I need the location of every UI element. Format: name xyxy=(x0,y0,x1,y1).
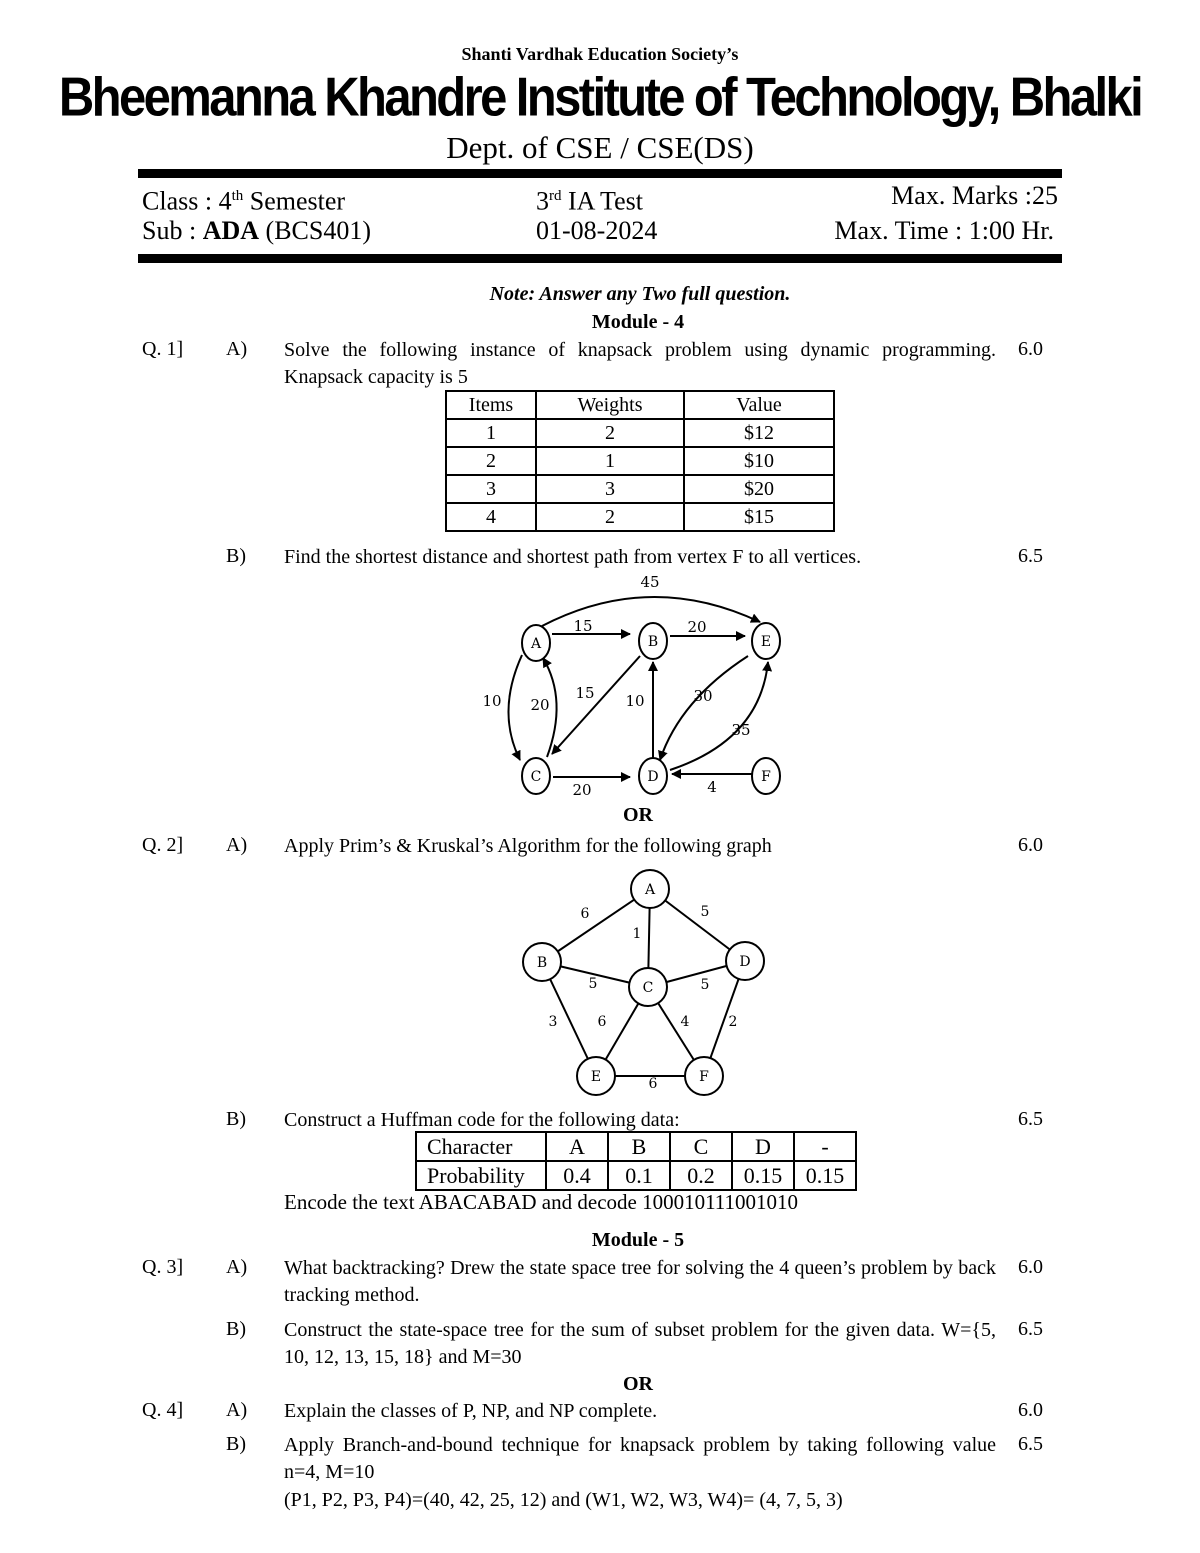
table-row xyxy=(416,1132,856,1161)
max-time: Max. Time : 1:00 Hr. xyxy=(834,216,1054,245)
q2b-text: Construct a Huffman code for the following data: xyxy=(284,1109,680,1131)
table-row xyxy=(446,447,834,475)
test-name: 3rd IA Test xyxy=(536,186,643,216)
header-rule-bottom xyxy=(138,254,1062,263)
module-5-heading: Module - 5 xyxy=(591,1229,685,1251)
table-cell: 1 xyxy=(446,419,536,447)
table-cell: 4 xyxy=(446,503,536,531)
node-label: E xyxy=(760,634,772,650)
or-separator: OR xyxy=(623,804,653,826)
q4b-marks: 6.5 xyxy=(1018,1433,1043,1455)
q4b-label: B) xyxy=(226,1433,246,1455)
q1b-text: Find the shortest distance and shortest path from vertex F to all vertices. xyxy=(284,546,862,568)
node-label: F xyxy=(761,769,771,785)
q2-number: Q. 2] xyxy=(142,834,184,856)
node-label: F xyxy=(699,1069,709,1085)
table-cell: D xyxy=(732,1132,794,1161)
q3a-text: What backtracking? Drew the state space tree for solving the 4 queen’s problem by back tracking method. xyxy=(284,1257,996,1306)
table-cell: 2 xyxy=(446,447,536,475)
edge-weight: 45 xyxy=(640,573,660,591)
edge-e-d xyxy=(660,656,751,760)
node-label: C xyxy=(642,980,654,996)
table-cell: 3 xyxy=(446,475,536,503)
table-header: Character xyxy=(416,1132,546,1161)
edge-weight: 5 xyxy=(700,904,710,920)
edge-weight: 4 xyxy=(680,1014,690,1030)
node-label: A xyxy=(530,636,542,652)
q1b-marks: 6.5 xyxy=(1018,545,1043,567)
department: Dept. of CSE / CSE(DS) xyxy=(446,130,754,165)
table-row xyxy=(416,1161,856,1190)
q3b-label: B) xyxy=(226,1318,246,1340)
class-info: Class : 4th Semester xyxy=(142,186,346,216)
edge-weight: 5 xyxy=(700,977,710,993)
huffman-table xyxy=(415,1131,857,1191)
edge-weight: 15 xyxy=(573,617,593,635)
table-row xyxy=(446,419,834,447)
node-label: D xyxy=(647,769,659,785)
q3b-marks: 6.5 xyxy=(1018,1318,1043,1340)
q2b-encode-text: Encode the text ABACABAD and decode 100010111001010 xyxy=(284,1190,799,1214)
table-cell: 2 xyxy=(536,419,684,447)
edge-weight: 30 xyxy=(693,687,713,705)
table-row xyxy=(446,503,834,531)
table-header: Weights xyxy=(536,391,684,419)
edge-weight: 20 xyxy=(572,781,592,799)
test-date: 01-08-2024 xyxy=(536,216,658,245)
q2a-text: Apply Prim’s & Kruskal’s Algorithm for the following graph xyxy=(284,835,772,857)
shortest-path-graph xyxy=(470,568,790,800)
table-cell: $20 xyxy=(684,475,834,503)
module-4-heading: Module - 4 xyxy=(591,311,685,333)
q3-number: Q. 3] xyxy=(142,1256,184,1278)
q1b-label: B) xyxy=(226,545,246,567)
institute-name: Bheemanna Khandre Institute of Technology, Bhalki xyxy=(58,67,1142,128)
q1-number: Q. 1] xyxy=(142,338,184,360)
table-cell: 0.15 xyxy=(732,1161,794,1190)
edge-weight: 6 xyxy=(580,906,590,922)
node-label: B xyxy=(536,955,548,971)
q1a-text: Solve the following instance of knapsack problem using dynamic programming. Knapsack capacity is 5 xyxy=(284,339,996,388)
table-header: Probability xyxy=(416,1161,546,1190)
edge-weight: 10 xyxy=(482,692,502,710)
table-header: Items xyxy=(446,391,536,419)
header-rule-top xyxy=(138,169,1062,178)
q1a-label: A) xyxy=(226,338,248,360)
edge-weight: 2 xyxy=(728,1014,738,1030)
society-name: Shanti Vardhak Education Society’s xyxy=(461,44,739,64)
table-cell: 0.1 xyxy=(608,1161,670,1190)
q2b-label: B) xyxy=(226,1108,246,1130)
node-label: D xyxy=(739,954,751,970)
edge-weight: 15 xyxy=(575,684,595,702)
table-row xyxy=(446,475,834,503)
q4a-marks: 6.0 xyxy=(1018,1399,1043,1421)
edge-weight: 1 xyxy=(632,926,642,942)
q4a-text: Explain the classes of P, NP, and NP complete. xyxy=(284,1400,658,1422)
subject: Sub : ADA (BCS401) xyxy=(142,216,371,245)
edge-weight: 6 xyxy=(648,1076,658,1092)
q2a-label: A) xyxy=(226,834,248,856)
node-label: C xyxy=(530,769,542,785)
node-label: B xyxy=(647,634,659,650)
table-cell: 3 xyxy=(536,475,684,503)
q1a-marks: 6.0 xyxy=(1018,338,1043,360)
table-cell: 0.4 xyxy=(546,1161,608,1190)
edge-weight: 35 xyxy=(731,721,751,739)
max-marks: Max. Marks :25 xyxy=(891,181,1058,210)
edge-weight: 20 xyxy=(687,618,707,636)
q4-number: Q. 4] xyxy=(142,1399,184,1421)
q2b-marks: 6.5 xyxy=(1018,1108,1043,1130)
table-cell: A xyxy=(546,1132,608,1161)
edge-weight: 3 xyxy=(548,1014,558,1030)
q2a-marks: 6.0 xyxy=(1018,834,1043,856)
edge-a-c xyxy=(508,655,522,760)
q3a-marks: 6.0 xyxy=(1018,1256,1043,1278)
table-cell: $12 xyxy=(684,419,834,447)
table-cell: 1 xyxy=(536,447,684,475)
table-header: Value xyxy=(684,391,834,419)
table-cell: B xyxy=(608,1132,670,1161)
mst-graph xyxy=(515,866,775,1098)
table-cell: C xyxy=(670,1132,732,1161)
edge-weight: 10 xyxy=(625,692,645,710)
node-label: E xyxy=(590,1069,602,1085)
knapsack-table xyxy=(445,390,835,532)
edge-weight: 20 xyxy=(530,696,550,714)
table-cell: $15 xyxy=(684,503,834,531)
q4b-text: Apply Branch-and-bound technique for knapsack problem by taking following value n=4, M=10 xyxy=(284,1434,996,1483)
q3a-label: A) xyxy=(226,1256,248,1278)
table-header-row xyxy=(446,391,834,419)
edge-weight: 5 xyxy=(588,976,598,992)
q4a-label: A) xyxy=(226,1399,248,1421)
q3b-text: Construct the state-space tree for the sum of subset problem for the given data. W={5, 10, 12, 13, 15, 18} and M=30 xyxy=(284,1319,996,1368)
table-cell: 2 xyxy=(536,503,684,531)
table-cell: - xyxy=(794,1132,856,1161)
edge-weight: 4 xyxy=(707,778,717,796)
table-cell: 0.2 xyxy=(670,1161,732,1190)
instruction-note: Note: Answer any Two full question. xyxy=(489,283,791,305)
table-cell: $10 xyxy=(684,447,834,475)
node-label: A xyxy=(644,882,656,898)
or-separator: OR xyxy=(623,1373,653,1395)
table-cell: 0.15 xyxy=(794,1161,856,1190)
q4b-values: (P1, P2, P3, P4)=(40, 42, 25, 12) and (W1, W2, W3, W4)= (4, 7, 5, 3) xyxy=(284,1489,843,1511)
edge-weight: 6 xyxy=(597,1014,607,1030)
